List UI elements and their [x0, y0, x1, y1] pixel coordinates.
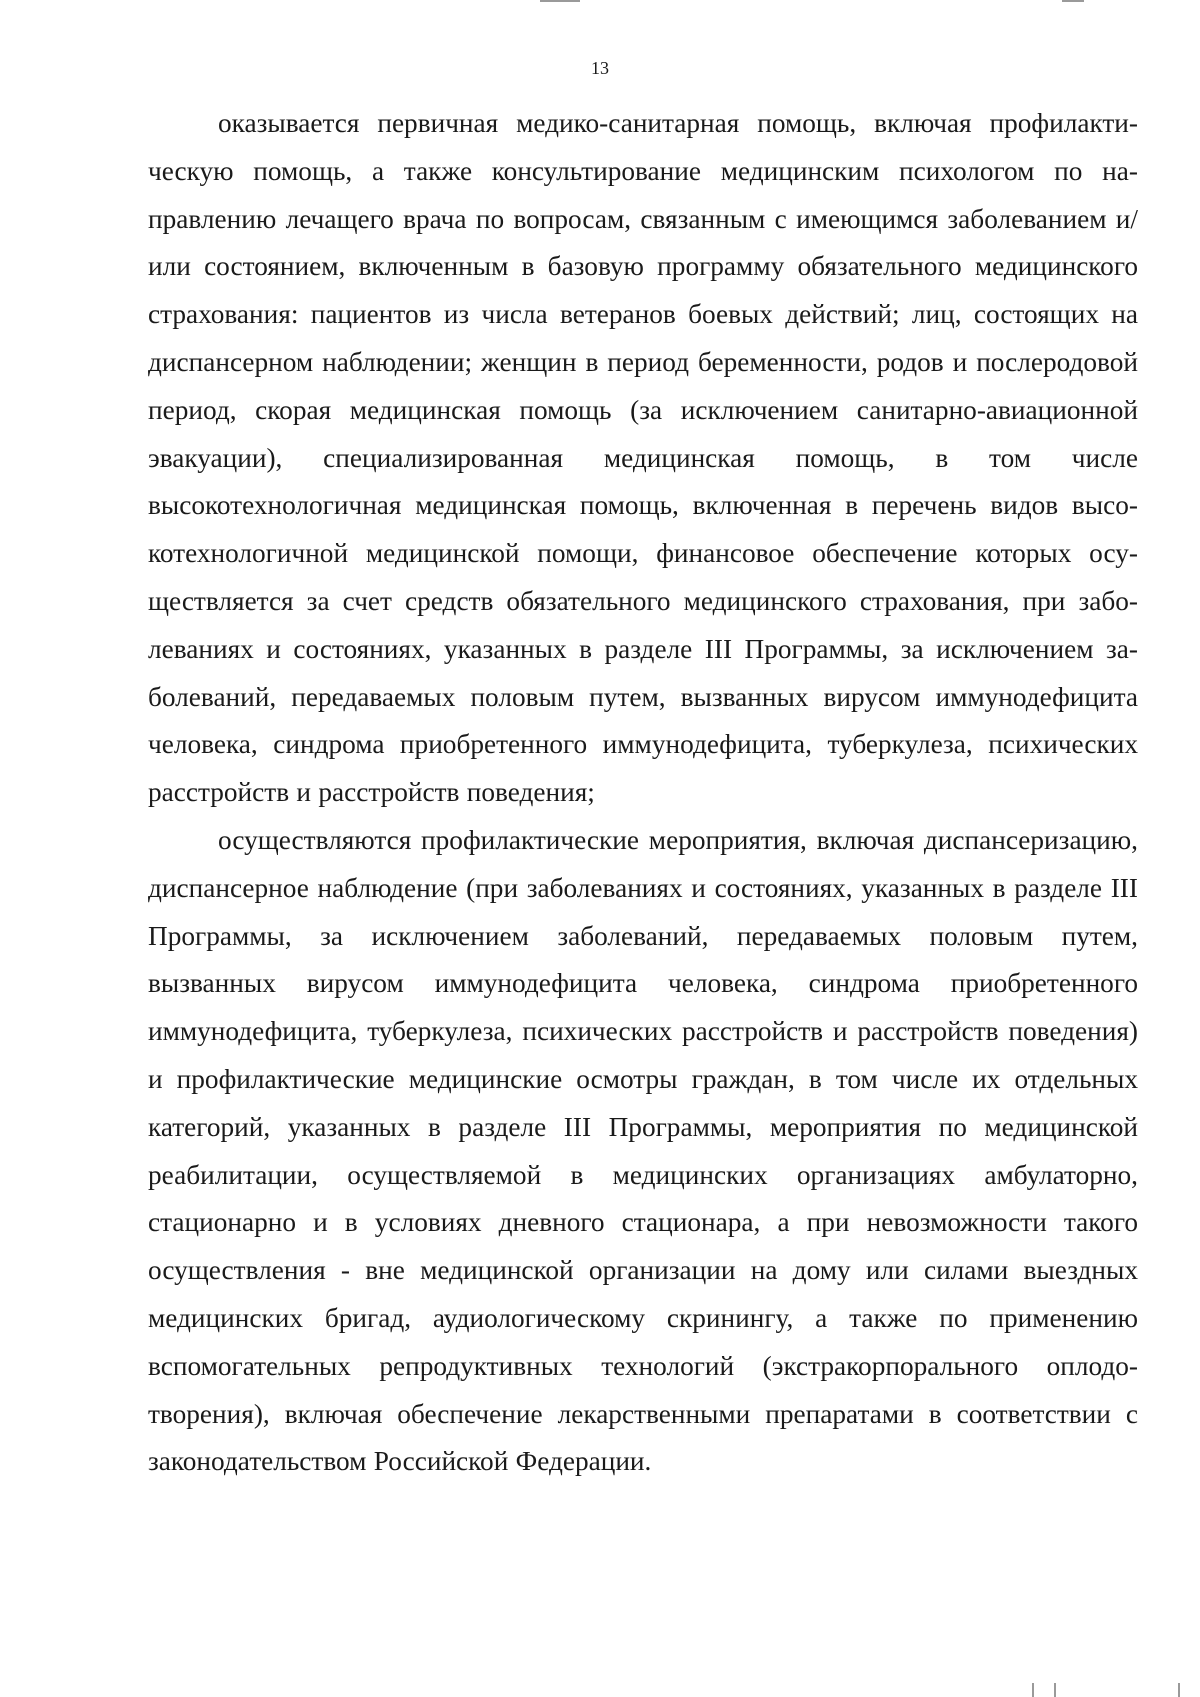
scan-artifact-top-right [1062, 0, 1084, 2]
page-number: 13 [591, 58, 609, 78]
paragraph-preventive-measures: осуществляются профилактические мероприятия, включая диспансеризацию, диспансерное наблюдение (при заболеваниях и состояниях, указанных в разделе III Программы, за исключением заболеваний, передаваемых половым путем, вызванных вирусом иммунодефицита человека, синдрома приобретенного иммунодефицита, туберкулеза, психических расстройств и расстройств поведения) и профилактические медицинские осмотры граждан, в том числе их отдельных категорий, указанных в разделе III Программы, мероприятия по медицинской реабилитации, осуществляемой в медицинских организациях амбулаторно, стационарно и в условиях дневного стационара, а при невозможности такого осуществления - вне медицинской организации на дому или силами выездных медицинских бригад, аудиологическому скринингу, а также по применению вспомогательных репродуктивных технологий (экстракорпорального оплодотворения), включая обеспечение лекарственными препаратами в соответствии с законодательством Российской Федерации. [148, 824, 1138, 1477]
scan-artifact-bottom-right [1032, 1683, 1056, 1697]
paragraph-primary-care: оказывается первичная медико-санитарная помощь, включая профилактическую помощь, а также консультирование медицинским психологом по направлению лечащего врача по вопросам, связанным с имеющимся заболеванием и/или состоянием, включенным в базовую программу обязательного медицинского страхования: пациентов из числа ветеранов боевых действий; лиц, состоящих на диспансерном наблюдении; женщин в период беременности, родов и послеродовой период, скорая медицинская помощь (за исключением санитарно-авиационной эвакуации), специализированная медицинская помощь, в том числе высокотехнологичная медицинская помощь, включенная в перечень видов высокотехнологичной медицинской помощи, финансовое обеспечение которых осуществляется за счет средств обязательного медицинского страхования, при заболеваниях и состояниях, указанных в разделе III Программы, за исключением заболеваний, передаваемых половым путем, вызванных вирусом иммунодефицита человека, синдрома приобретенного иммунодефицита, туберкулеза, психических расстройств и расстройств поведения; [148, 108, 1138, 808]
scan-artifact-top [540, 0, 580, 2]
body-text [148, 100, 1138, 1486]
scan-artifact-bottom-edge [1178, 1683, 1180, 1697]
